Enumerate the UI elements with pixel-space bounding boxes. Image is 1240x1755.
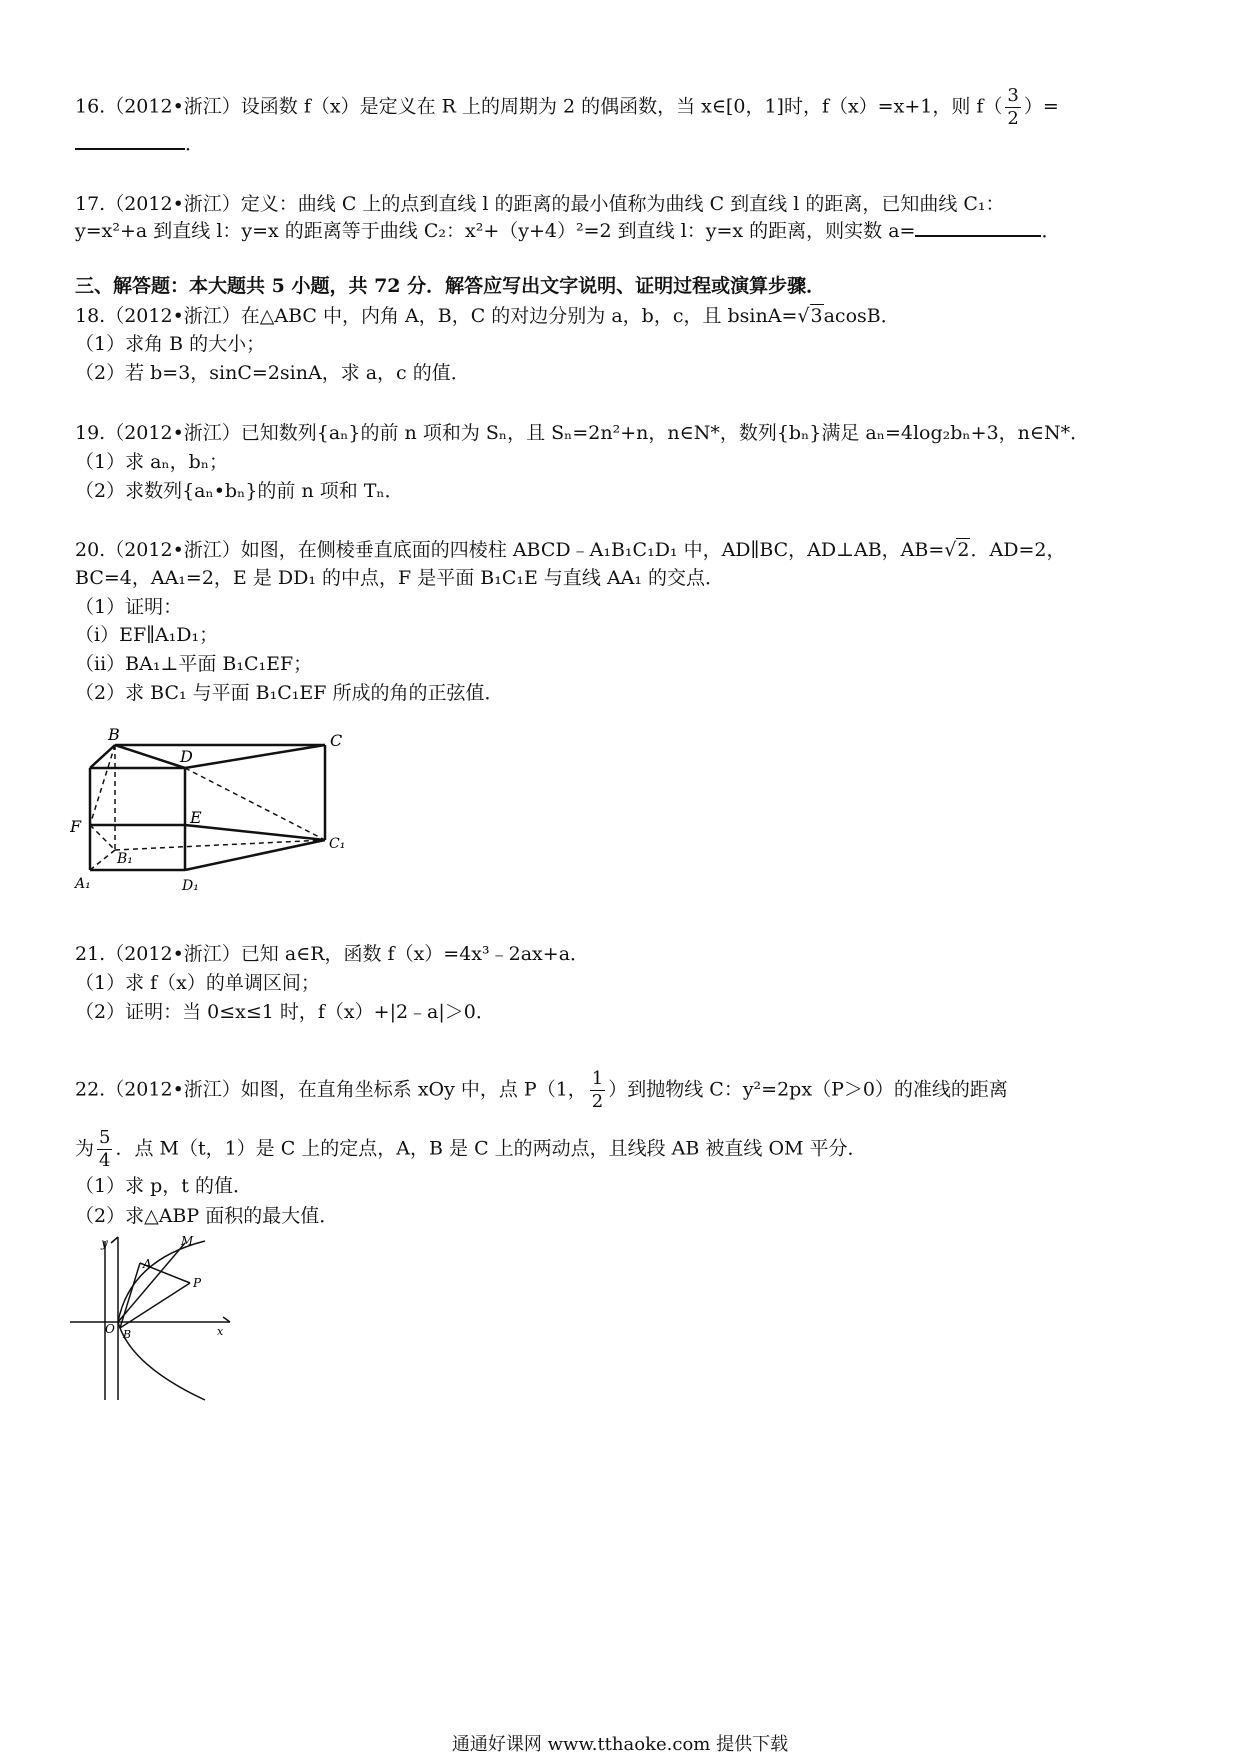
q20-label-F: F [70,817,82,836]
q16-frac-num: 3 [1007,85,1019,106]
q20-label-B: B [108,725,120,744]
section3-heading: 三、解答题：本大题共 5 小题，共 72 分．解答应写出文字说明、证明过程或演算步骤． [75,275,826,297]
q22-fraction-2 [97,1127,112,1172]
q22-line1 [75,1068,1008,1113]
q22-text-a: 22.（2012•浙江）如图，在直角坐标系 xOy 中，点 P（1， [75,1078,587,1101]
q22-text-b: ）到抛物线 C：y²=2px（P＞0）的准线的距离 [608,1078,1008,1101]
q17-line1: 17.（2012•浙江）定义：曲线 C 上的点到直线 l 的距离的最小值称为曲线 C 到直线 l 的距离，已知曲线 C₁： [75,193,1005,215]
q19-part2: （2）求数列{aₙ•bₙ}的前 n 项和 Tₙ． [75,480,404,502]
q18-line1 [75,303,900,329]
q22-label-P: P [193,1276,202,1290]
q20-part1: （1）证明： [75,596,183,618]
q17-line2-text: y=x²+a 到直线 l：y=x 的距离等于曲线 C₂：x²+（y+4）²=2 到直线 l：y=x 的距离，则实数 a= [75,220,916,242]
q17-answer-blank[interactable] [915,235,1041,237]
q20-part2: （2）求 BC₁ 与平面 B₁C₁EF 所成的角的正弦值． [75,682,504,704]
q20-line2: BC=4，AA₁=2，E 是 DD₁ 的中点，F 是平面 B₁C₁E 与直线 AA₁ 的交点． [75,567,725,589]
q22-text-c: 为 [75,1137,95,1160]
q20-label-B1: B₁ [117,851,133,867]
q20-sqrt-arg: 2 [957,539,970,561]
q20-label-D: D [180,747,193,766]
q22-fraction-1 [590,1068,605,1113]
q19-part1: （1）求 aₙ，bₙ； [75,451,229,473]
q22-frac1-num: 1 [591,1068,604,1089]
q20-line1 [75,537,1065,563]
q16-line1 [75,85,1059,130]
q21-part1: （1）求 f（x）的单调区间； [75,972,320,994]
q22-part1: （1）求 p，t 的值． [75,1175,252,1197]
q22-text-d: ．点 M（t，1）是 C 上的定点，A，B 是 C 上的两动点，且线段 AB 被直线 OM 平分． [115,1137,867,1160]
q22-label-A: A [143,1257,152,1271]
q18-text-a: 18.（2012•浙江）在△ABC 中，内角 A，B，C 的对边分别为 a，b，c，且 bsinA= [75,305,798,327]
q22-frac2-num: 5 [99,1127,111,1148]
q16-answer-blank[interactable] [75,148,185,150]
q22-label-O: O [105,1322,115,1336]
q20-label-C1: C₁ [329,836,346,852]
q20-label-A1: A₁ [75,876,91,892]
q22-label-M: M [181,1235,194,1248]
q18-part2: （2）若 b=3，sinC=2sinA，求 a，c 的值． [75,362,470,384]
q20-label-E: E [190,808,202,827]
footer-download-note: 通通好课网 www.tthaoke.com 提供下载 [451,1734,789,1755]
q20-label-C: C [330,731,343,750]
q22-label-y: y [101,1236,108,1250]
q21-line1: 21.（2012•浙江）已知 a∈R，函数 f（x）=4x³﹣2ax+a． [75,943,590,965]
q19-line1: 19.（2012•浙江）已知数列{aₙ}的前 n 项和为 Sₙ，且 Sₙ=2n²+n，n∈N*，数列{bₙ}满足 aₙ=4log₂bₙ+3，n∈N*． [75,422,1090,444]
q16-answer-line: ． [75,131,204,157]
q16-text: 16.（2012•浙江）设函数 f（x）是定义在 R 上的周期为 2 的偶函数，当 x∈[0，1]时，f（x）=x+1，则 f（ [75,95,1003,118]
q20-part1-i: （i）EF∥A₁D₁； [75,624,219,646]
q22-line2 [75,1127,867,1172]
q22-parabola-figure [65,1235,245,1410]
q20-text-a: 20.（2012•浙江）如图，在侧棱垂直底面的四棱柱 ABCD﹣A₁B₁C₁D₁ 中，AD∥BC，AD⊥AB，AB= [75,539,945,561]
q21-part2: （2）证明：当 0≤x≤1 时，f（x）+|2﹣a|＞0． [75,1001,495,1023]
q22-frac1-den: 2 [591,1091,604,1112]
q22-frac2-den: 4 [99,1150,111,1171]
q22-part2: （2）求△ABP 面积的最大值． [75,1205,339,1227]
q16-tail: ）= [1023,95,1059,118]
q16-frac-den: 2 [1007,108,1019,129]
q18-sqrt: √3 [797,305,823,327]
q18-part1: （1）求角 B 的大小； [75,333,266,355]
q20-part1-ii: （ii）BA₁⊥平面 B₁C₁EF； [75,653,313,675]
q20-label-D1: D₁ [182,878,199,894]
q17-line2: y=x²+a 到直线 l：y=x 的距离等于曲线 C₂：x²+（y+4）²=2 到直线 l：y=x 的距离，则实数 a= ． [75,220,1061,242]
q20-prism-figure [70,720,370,905]
q20-text-b: ．AD=2， [970,539,1066,561]
q20-sqrt: √2 [944,539,970,561]
q16-fraction [1005,85,1020,130]
q18-sqrt-arg: 3 [810,305,823,327]
q22-label-B: B [123,1328,132,1341]
q22-label-x: x [217,1325,224,1338]
q18-text-b: acosB． [823,305,900,327]
